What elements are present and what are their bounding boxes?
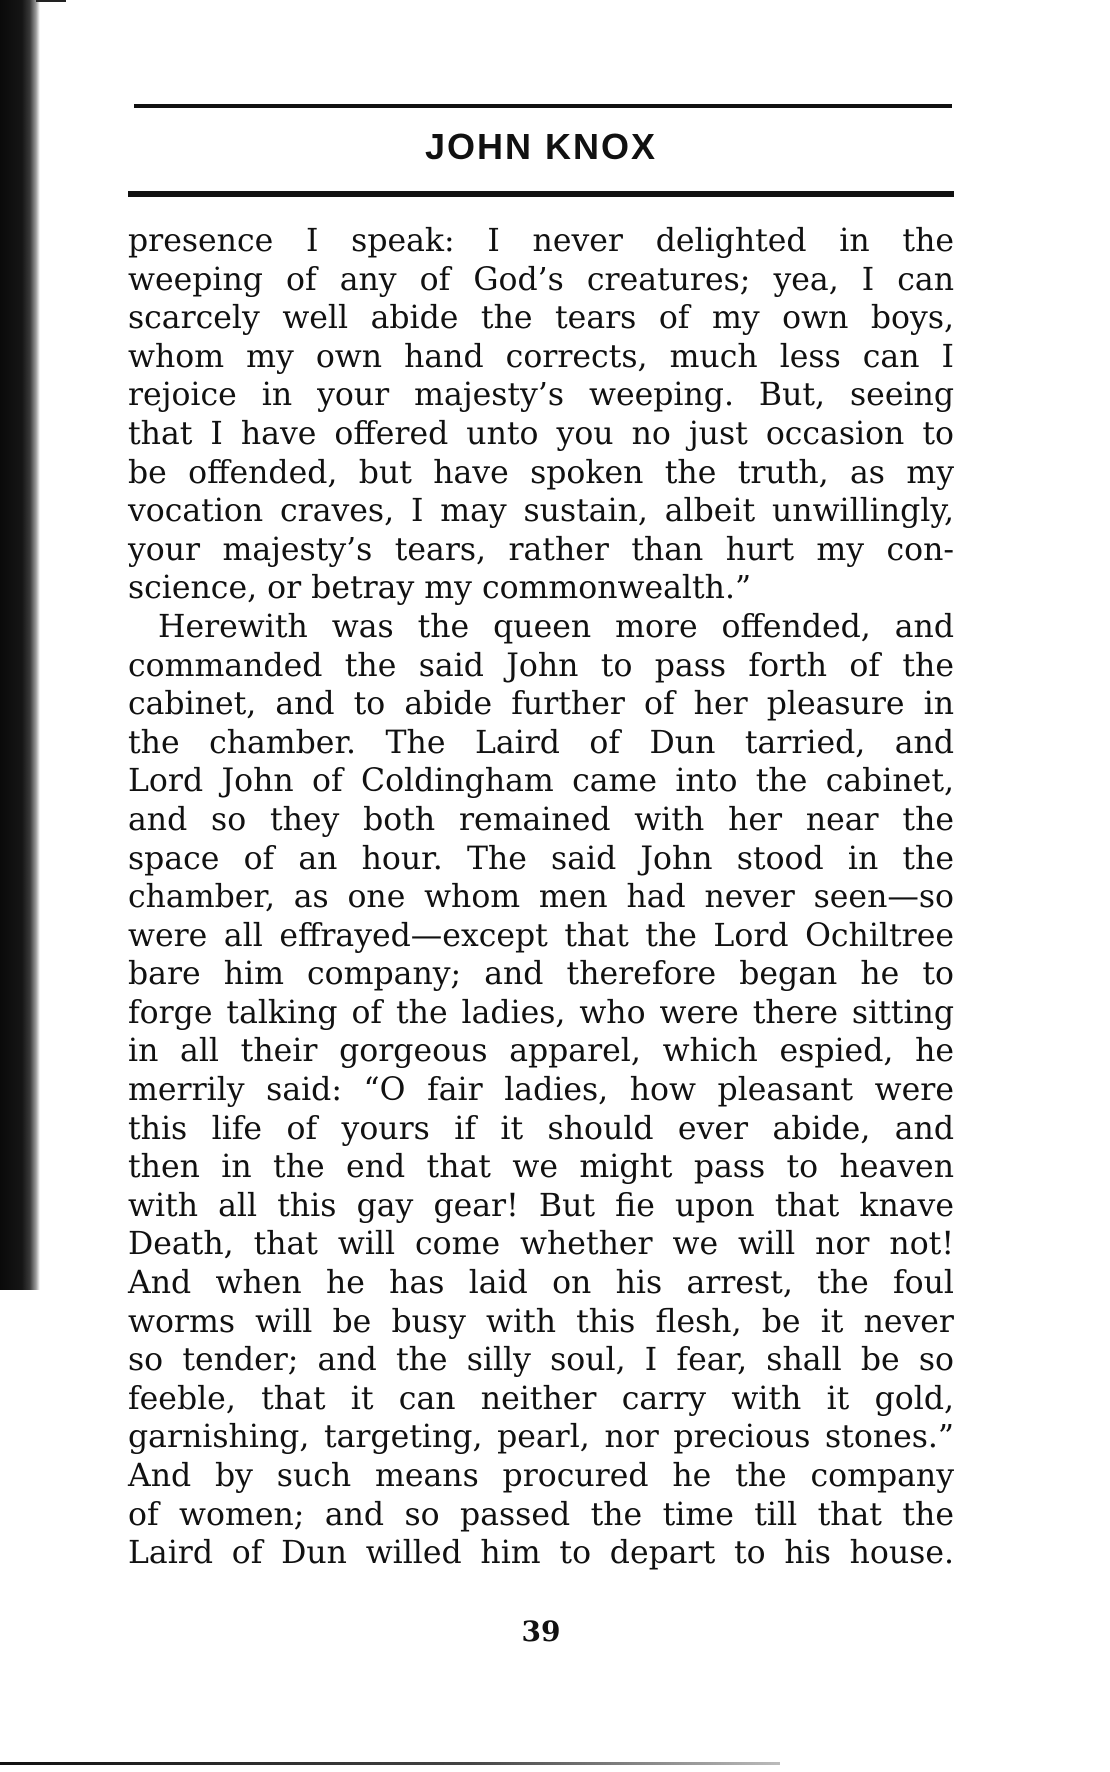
text-line: worms will be busy with this flesh, be it never (128, 1303, 954, 1340)
header-rule-top (134, 104, 952, 108)
text-line: weeping of any of God’s creatures; yea, I can (128, 261, 954, 298)
text-line: with all this gay gear! But fie upon that knave (128, 1187, 954, 1224)
text-line: Lord John of Coldingham came into the cabinet, (128, 763, 954, 800)
text-line: forge talking of the ladies, who were there sitting (128, 994, 954, 1031)
text-line: scarcely well abide the tears of my own boys, (128, 300, 954, 337)
text-line: the chamber. The Laird of Dun tarried, and (128, 724, 954, 761)
text-line: And when he has laid on his arrest, the foul (128, 1265, 954, 1302)
paragraph-start-line: Herewith was the queen more offended, and (158, 608, 954, 645)
text-line: commanded the said John to pass forth of the (128, 647, 954, 684)
text-line: vocation craves, I may sustain, albeit unwillingly, (128, 493, 954, 530)
text-line: be offended, but have spoken the truth, as my (128, 454, 954, 491)
text-line: were all effrayed—except that the Lord Ochiltree (128, 917, 954, 954)
text-line: cabinet, and to abide further of her pleasure in (128, 686, 954, 723)
text-line: space of an hour. The said John stood in the (128, 840, 954, 877)
text-line: merrily said: “O fair ladies, how pleasant were (128, 1072, 954, 1109)
text-line: your majesty’s tears, rather than hurt my con- (128, 531, 954, 568)
text-line: rejoice in your majesty’s weeping. But, seeing (128, 377, 954, 414)
text-line: of women; and so passed the time till that the (128, 1496, 954, 1533)
text-line: in all their gorgeous apparel, which espied, he (128, 1033, 954, 1070)
page-number: 39 (521, 1615, 561, 1648)
text-line: then in the end that we might pass to heaven (128, 1149, 954, 1186)
text-line: presence I speak: I never delighted in the (128, 223, 954, 259)
body-text (128, 222, 954, 1573)
binding-shadow (0, 0, 40, 1290)
text-line: so tender; and the silly soul, I fear, shall be so (128, 1342, 954, 1379)
text-line: whom my own hand corrects, much less can I (128, 338, 954, 375)
text-line: Death, that will come whether we will nor not! (128, 1226, 954, 1263)
page-bottom-edge (0, 1762, 780, 1765)
text-line: and so they both remained with her near the (128, 801, 954, 838)
binding-mark (36, 0, 66, 2)
text-line: that I have offered unto you no just occasion to (128, 415, 954, 452)
paragraph-end-line: science, or betray my commonwealth.” (128, 570, 752, 607)
running-head: JOHN KNOX (424, 126, 658, 167)
text-line: chamber, as one whom men had never seen—so (128, 879, 954, 916)
text-line: garnishing, targeting, pearl, nor precious stones.” (128, 1419, 954, 1456)
text-line: bare him company; and therefore began he to (128, 956, 954, 993)
text-line: Laird of Dun willed him to depart to his house. (128, 1535, 954, 1572)
text-line: feeble, that it can neither carry with it gold, (128, 1380, 954, 1417)
text-line: this life of yours if it should ever abide, and (128, 1110, 954, 1147)
header-rule-bottom (128, 191, 954, 197)
text-line: And by such means procured he the company (128, 1458, 954, 1494)
